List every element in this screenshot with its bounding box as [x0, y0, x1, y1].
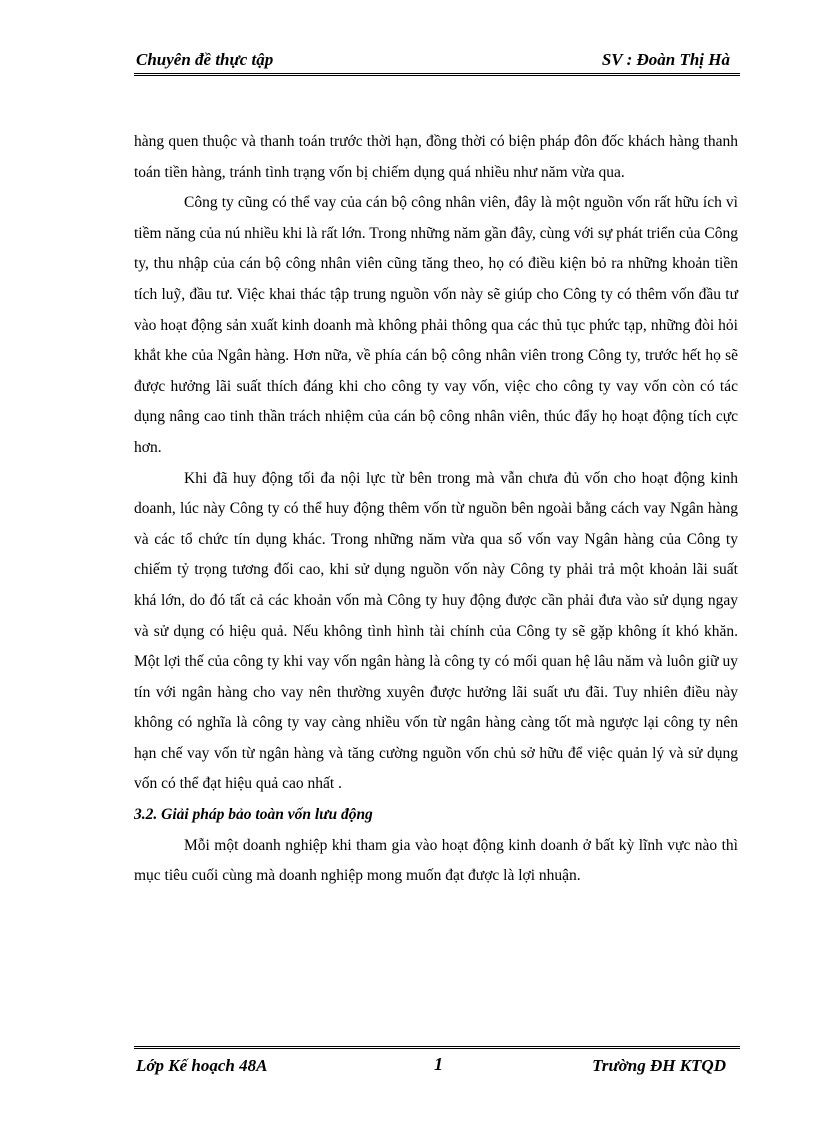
document-body	[134, 127, 738, 892]
paragraph-profit-goal: Mỗi một doanh nghiệp khi tham gia vào hoạt động kinh doanh ở bất kỳ lĩnh vực nào thì mục tiêu cuối cùng mà doanh nghiệp mong muốn đạt được là lợi nhuận.	[134, 836, 738, 885]
section-heading: 3.2. Giải pháp bảo toàn vốn lưu động	[134, 806, 373, 824]
paragraph-staff-loans: Công ty cũng có thể vay của cán bộ công nhân viên, đây là một nguồn vốn rất hữu ích vì tiềm năng của nú nhiều khi là rất lớn. Trong những năm gần đây, cùng với sự phát triển của Công ty, thu nhập của cán bộ công nhân viên cũng tăng theo, họ có điều kiện bỏ ra những khoản tiền tích luỹ, đầu tư. Việc khai thác tập trung nguồn vốn này sẽ giúp cho Công ty có thêm vốn đầu tư vào hoạt động sản xuất kinh doanh mà không phải thông qua các thủ tục phức tạp, những đòi hỏi khắt khe của Ngân hàng. Hơn nữa, về phía cán bộ công nhân viên trong Công ty, trước hết họ sẽ được hưởng lãi suất thích đáng khi cho công ty vay vốn, việc cho công ty vay vốn còn có tác dụng nâng cao tinh thần trách nhiệm của cán bộ công nhân viên, thúc đẩy họ hoạt động tích cực hơn.	[134, 194, 738, 456]
page-header	[134, 50, 740, 72]
paragraph-bank-loans: Khi đã huy động tối đa nội lực từ bên trong mà vẫn chưa đủ vốn cho hoạt động kinh doanh, lúc này Công ty có thể huy động thêm vốn từ nguồn bên ngoài bằng cách vay Ngân hàng và các tổ chức tín dụng khác. Trong những năm vừa qua số vốn vay Ngân hàng của Công ty chiếm tỷ trọng tương đối cao, khi sử dụng nguồn vốn này Công ty phải trả một khoản lãi suất khá lớn, do đó tất cả các khoản vốn mà Công ty huy động được cần phải đưa vào sử dụng ngay và sử dụng có hiệu quả. Nếu không tình hình tài chính của Công ty sẽ gặp không ít khó khăn. Một lợi thế của công ty khi vay vốn ngân hàng là công ty có mối quan hệ lâu năm và luôn giữ uy tín với ngân hàng cho vay nên thường xuyên được hưởng lãi suất ưu đãi. Tuy nhiên điều này không có nghĩa là công ty vay càng nhiều vốn từ ngân hàng càng tốt mà ngược lại công ty nên hạn chế vay vốn từ ngân hàng và tăng cường nguồn vốn chủ sở hữu để việc quản lý và sử dụng vốn có thể đạt hiệu quả cao nhất .	[134, 469, 738, 793]
header-document-title: Chuyên đề thực tập	[136, 50, 274, 69]
footer-class-name: Lớp Kế hoạch 48A	[136, 1056, 268, 1075]
paragraph-continued: hàng quen thuộc và thanh toán trước thời hạn, đồng thời có biện pháp đôn đốc khách hàng thanh toán tiền hàng, tránh tình trạng vốn bị chiếm dụng quá nhiều như năm vừa qua.	[134, 133, 738, 181]
footer-university: Trường ĐH KTQD	[592, 1056, 726, 1075]
header-divider	[134, 73, 740, 76]
footer-divider	[134, 1046, 740, 1049]
header-student-name: SV : Đoàn Thị Hà	[601, 50, 730, 69]
page-footer	[134, 1054, 740, 1078]
page-number: 1	[434, 1054, 443, 1074]
